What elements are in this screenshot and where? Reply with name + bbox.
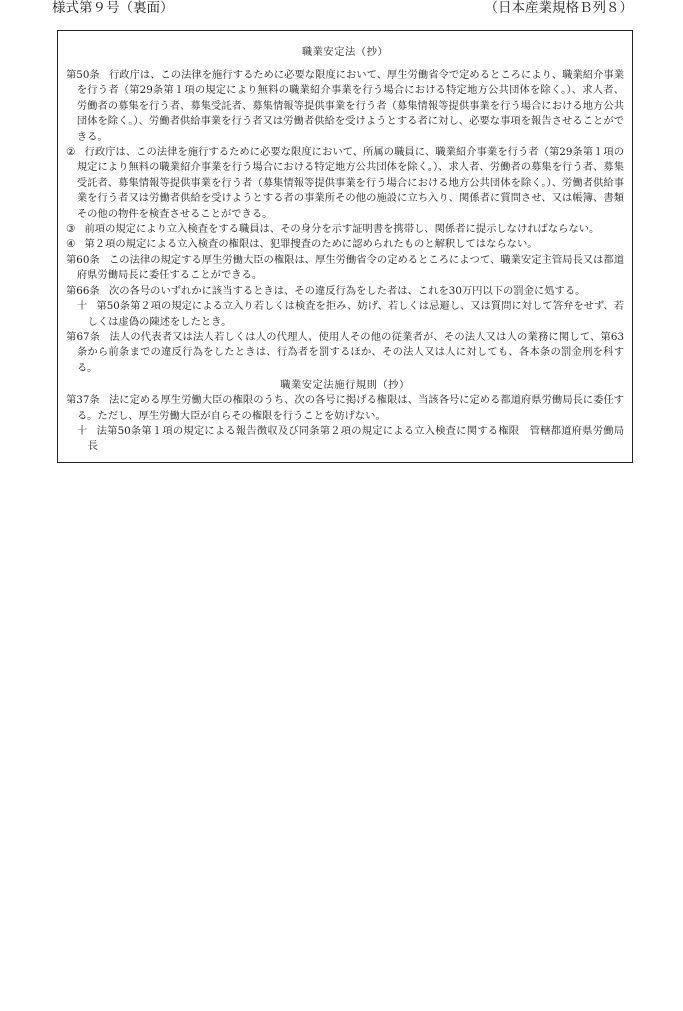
paragraph-text: 行政庁は、この法律を施行するために必要な限度において、所属の職員に、職業紹介事業を行う者（第29条第１項の規定により無料の職業紹介事業を行う場合における特定地方公共団体を除く。）、求人者、労働者の募集を行う者、募集受託者、募集情報等提供事業を行う者（募集情報等提供事業を行う場合における地方公共団体を除く。）、労働者供給事業を行う者又は労働者供給を受けようとする者の事業所その他の施設に立ち入り、関係者に質問させ、又は帳簿、書類その他の物件を検査させることができる。 xyxy=(76,146,624,220)
item-label: 十 xyxy=(76,424,88,437)
item-text: 第50条第２項の規定による立入り若しくは検査を拒み、妨げ、若しくは忌避し、又は質問に対して答弁をせず、若しくは虚偽の陳述をしたとき。 xyxy=(87,300,625,328)
article-label: 第66条 xyxy=(66,284,100,297)
paragraph-label: ④ xyxy=(66,238,76,251)
paragraph-label: ② xyxy=(66,146,76,159)
paragraph-text: 第２項の規定による立入検査の権限は、犯罪捜査のために認められたものと解釈してはならない。 xyxy=(84,238,538,251)
article-text: 次の各号のいずれかに該当するときは、その違反行為をした者は、これを30万円以下の罰金に処する。 xyxy=(108,284,586,297)
article-label: 第50条 xyxy=(66,69,100,81)
article-50-paragraph-4 xyxy=(66,237,624,252)
paper-standard-label: （日本産業規格Ｂ列８） xyxy=(484,0,633,16)
paragraph-text: 前項の規定により立入検査をする職員は、その身分を示す証明書を携帯し、関係者に提示しなければならない。 xyxy=(84,223,600,236)
article-67 xyxy=(66,330,624,376)
paragraph-label: ③ xyxy=(66,223,76,236)
item-label: 十 xyxy=(76,300,88,313)
article-50-paragraph-2 xyxy=(66,145,624,222)
article-text: 法に定める厚生労働大臣の権限のうち、次の各号に掲げる権限は、当該各号に定める都道府県労働局長に委任する。ただし、厚生労働大臣が自らその権限を行うことを妨げない。 xyxy=(76,394,625,422)
article-label: 第37条 xyxy=(66,394,100,407)
article-50-paragraph-3 xyxy=(66,222,624,237)
form-label: 様式第９号（裏面） xyxy=(52,0,174,16)
article-label: 第60条 xyxy=(66,253,100,266)
article-66 xyxy=(66,284,624,299)
item-text: 法第50条第１項の規定による報告徴収及び同条第２項の規定による立入検査に関する権限 管轄都道府県労働局長 xyxy=(87,424,624,453)
article-text: 法人の代表者又は法人若しくは人の代理人、使用人その他の従業者が、その法人又は人の業務に関して、第63条から前条までの違反行為をしたときは、行為者を罰するほか、その法人又は人に対しても、各本条の罰金刑を科する。 xyxy=(76,330,624,374)
article-60 xyxy=(66,253,624,284)
article-50 xyxy=(66,68,624,145)
legal-text-box xyxy=(57,30,633,463)
article-66-item-10 xyxy=(66,299,624,330)
rule-article-37 xyxy=(66,393,624,424)
rule-article-37-item-10 xyxy=(66,424,624,455)
rules-title: 職業安定法施行規則（抄） xyxy=(280,379,410,392)
article-text: この法律の規定する厚生労働大臣の権限は、厚生労働省令の定めるところによつて、職業安定主管局長又は都道府県労働局長に委任することができる。 xyxy=(76,253,624,282)
article-text: 行政庁は、この法律を施行するために必要な限度において、厚生労働省令で定めるところにより、職業紹介事業を行う者（第29条第１項の規定により無料の職業紹介事業を行う場合における特定地方公共団体を除く。）、求人者、労働者の募集を行う者、募集受託者、募集情報等提供事業を行う者（募集情報等提供事業を行う場合における地方公共団体を除く。）、労働者供給事業を行う者又は労働者供給を受けようとする者に対し、必要な事項を報告させることができる。 xyxy=(76,69,624,143)
article-label: 第67条 xyxy=(66,330,101,343)
law-title: 職業安定法（抄） xyxy=(301,46,389,58)
